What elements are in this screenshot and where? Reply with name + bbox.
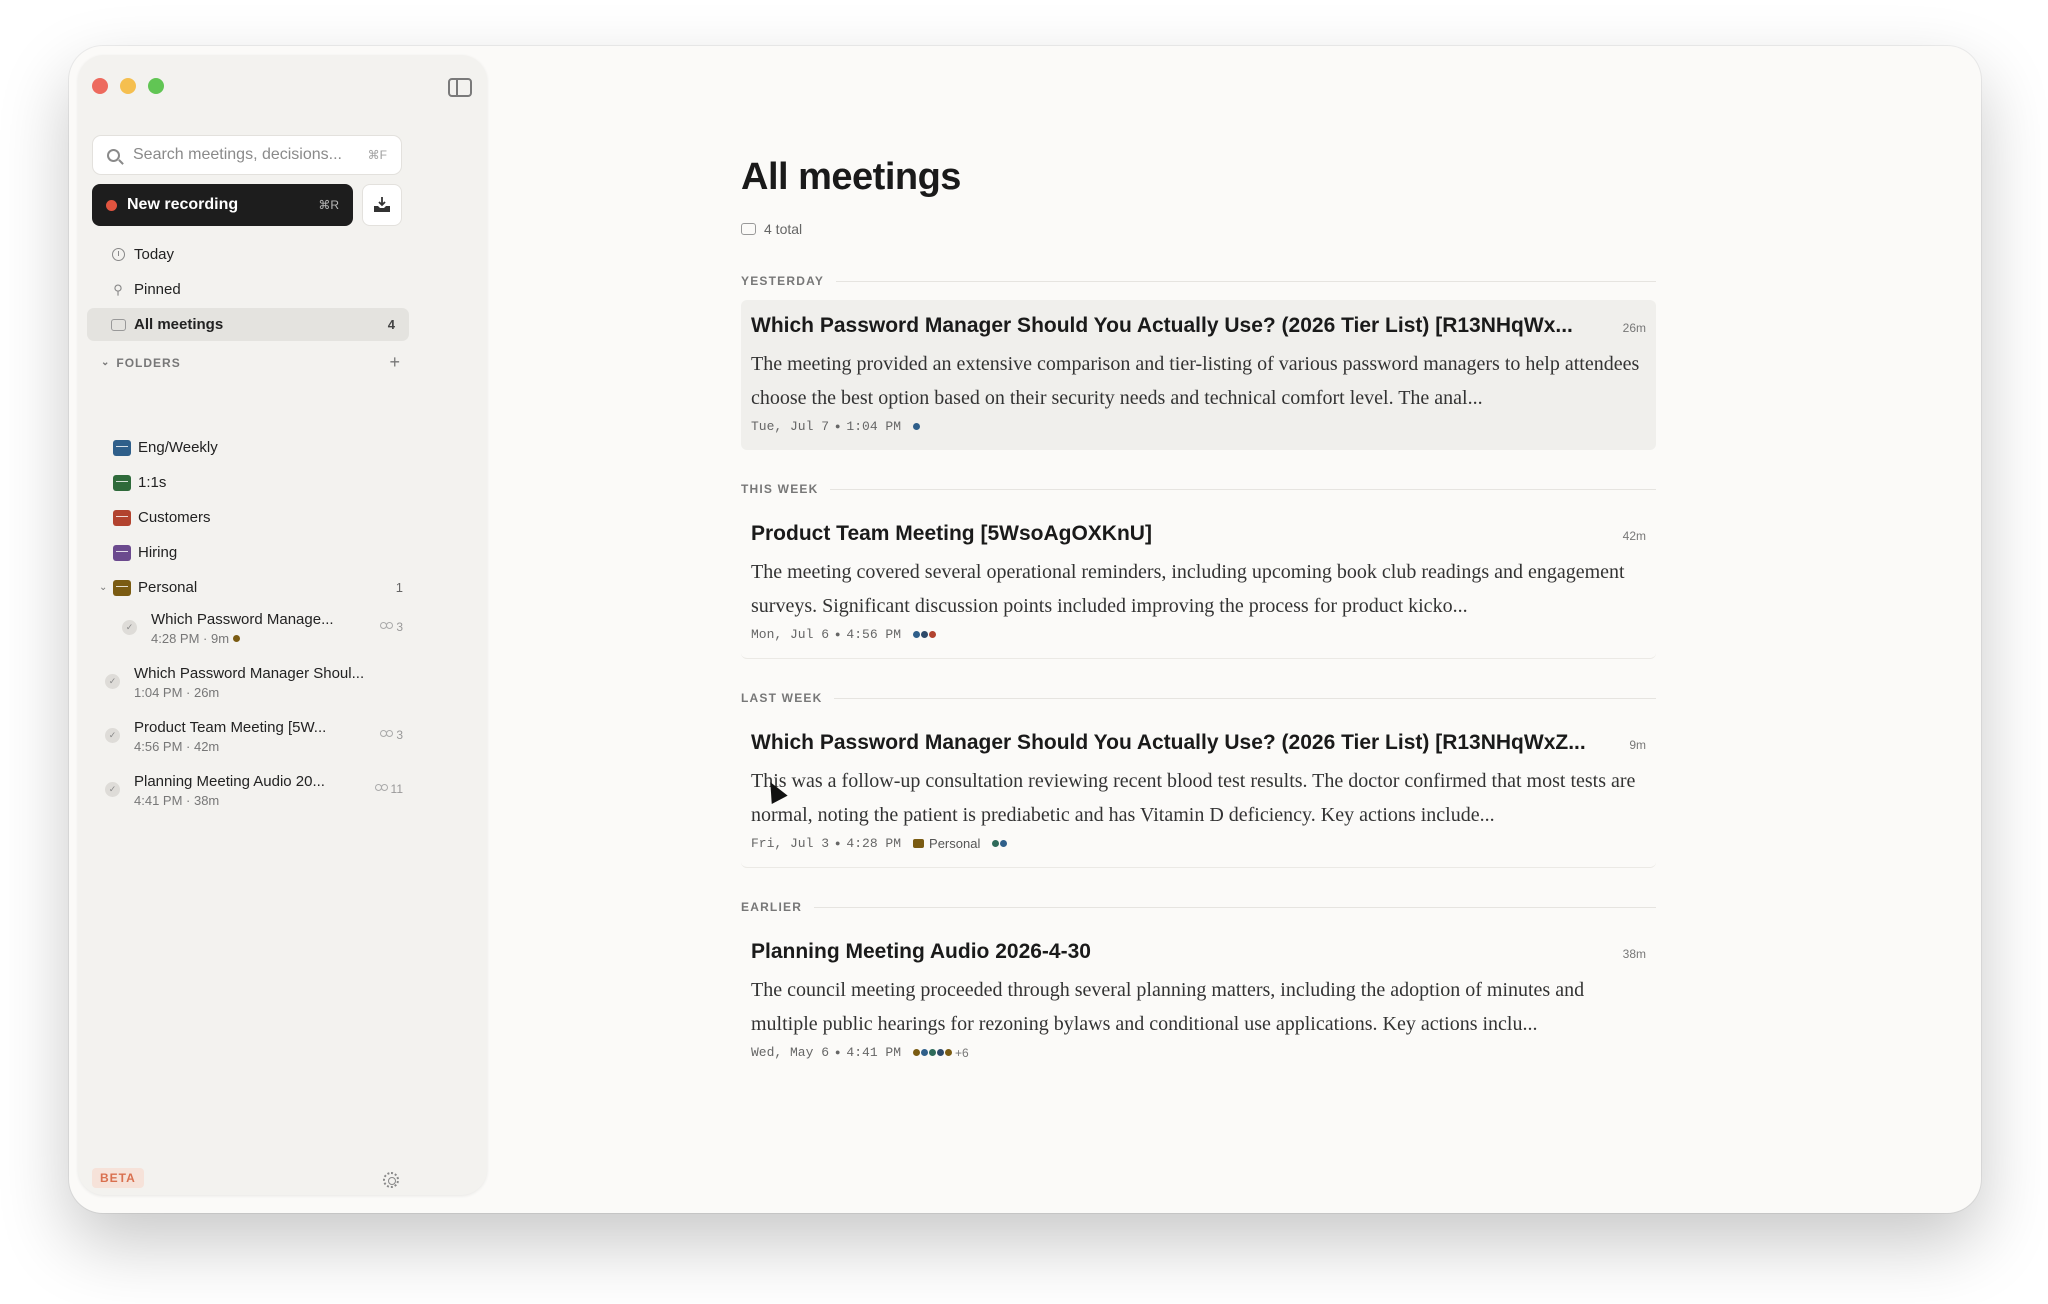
meeting-duration: 26m xyxy=(1622,321,1646,335)
meeting-title: Product Team Meeting [5WsoAgOXKnU] xyxy=(751,522,1152,545)
section-this-week xyxy=(741,482,1656,659)
people-icon xyxy=(379,730,393,740)
app-window xyxy=(69,46,1981,1213)
folder-chip-label: Personal xyxy=(929,836,981,851)
attendee-count: 11 xyxy=(374,782,403,796)
attendee-dots xyxy=(913,423,920,430)
meeting-meta: Mon, Jul 6 ● 4:56 PM xyxy=(751,627,1646,642)
inbox-icon xyxy=(741,223,756,235)
window-controls xyxy=(92,78,164,94)
attendee-dot xyxy=(945,1049,952,1056)
attendee-dot xyxy=(937,1049,944,1056)
folder-icon xyxy=(113,440,131,456)
sidebar-item-pinned[interactable] xyxy=(87,273,409,306)
new-recording-shortcut: ⌘R xyxy=(318,198,339,212)
sidebar-meeting-item[interactable] xyxy=(105,659,403,713)
meeting-item-title: Planning Meeting Audio 20... xyxy=(134,773,325,790)
meeting-description: The meeting covered several operational reminders, including upcoming book club readings and engagement surveys. Significant discussion points included improving the process for product kicko... xyxy=(751,561,1625,617)
folder-icon xyxy=(113,475,131,491)
meeting-item-title: Which Password Manage... xyxy=(151,611,334,628)
check-icon: ✓ xyxy=(105,728,120,743)
folder-customers[interactable] xyxy=(113,500,403,535)
pin-icon: ⚲ xyxy=(113,281,123,297)
folder-chip[interactable] xyxy=(913,836,980,851)
section-earlier xyxy=(741,900,1656,1076)
folder-icon xyxy=(113,580,131,596)
search-input[interactable] xyxy=(92,135,402,175)
section-yesterday xyxy=(741,274,1656,450)
attendee-dot xyxy=(992,840,999,847)
sidebar-item-label: Today xyxy=(134,246,175,263)
meeting-meta: Wed, May 6 ● 4:41 PM +6 xyxy=(751,1045,969,1060)
meeting-item-sub: 4:41 PM · 38m xyxy=(134,793,220,808)
folder-personal[interactable] xyxy=(99,570,403,605)
attendee-dot xyxy=(913,1049,920,1056)
record-dot-icon xyxy=(106,200,117,211)
more-attendees: +6 xyxy=(955,1045,969,1060)
folder-hiring[interactable] xyxy=(113,535,403,570)
check-icon: ✓ xyxy=(105,674,120,689)
meeting-card[interactable] xyxy=(741,926,1656,1076)
clock-icon xyxy=(112,248,125,261)
meeting-card[interactable] xyxy=(741,300,1656,450)
sidebar-meeting-item[interactable] xyxy=(122,605,403,659)
attendee-count: 3 xyxy=(379,728,403,742)
page-title: All meetings xyxy=(741,156,961,198)
folder-label: Customers xyxy=(138,509,211,526)
sidebar-nav xyxy=(87,238,409,343)
close-window-button[interactable] xyxy=(92,78,108,94)
divider xyxy=(834,698,1656,699)
add-folder-button[interactable]: + xyxy=(389,352,401,372)
zoom-window-button[interactable] xyxy=(148,78,164,94)
check-icon: ✓ xyxy=(122,620,137,635)
folders-heading[interactable] xyxy=(101,352,401,373)
meeting-title: Which Password Manager Should You Actually Use? (2026 Tier List) [R13NHqWxZ... xyxy=(751,731,1586,754)
section-heading: LAST WEEK xyxy=(741,691,823,705)
meeting-time: 1:04 PM xyxy=(846,419,902,434)
meeting-description: The meeting provided an extensive comparison and tier-listing of various password managers to help attendees choose the best option based on their security needs and technical comfort level. The anal... xyxy=(751,353,1640,409)
folder-label: Personal xyxy=(138,579,198,596)
inbox-icon xyxy=(111,319,126,331)
meeting-date: Wed, May 6 xyxy=(751,1045,830,1060)
attendee-dot xyxy=(929,631,936,638)
meeting-duration: 42m xyxy=(1622,529,1646,543)
beta-badge: BETA xyxy=(92,1168,144,1188)
section-heading: EARLIER xyxy=(741,900,803,914)
attendee-dots xyxy=(992,840,1007,847)
folder-label: Eng/Weekly xyxy=(138,439,218,456)
meeting-time: 4:28 PM xyxy=(846,836,902,851)
meeting-card[interactable] xyxy=(741,717,1656,868)
attendee-dot xyxy=(913,423,920,430)
meeting-card[interactable] xyxy=(741,508,1656,659)
meeting-description: This was a follow-up consultation reviewing recent blood test results. The doctor confirmed that most tests are normal, noting the patient is prediabetic and has Vitamin D deficiency. Key actions include... xyxy=(751,770,1636,826)
meeting-duration: 38m xyxy=(1622,947,1646,961)
section-last-week xyxy=(741,691,1656,868)
meeting-title: Which Password Manager Should You Actually Use? (2026 Tier List) [R13NHqWx... xyxy=(751,314,1573,337)
section-heading: YESTERDAY xyxy=(741,274,825,288)
total-count xyxy=(741,221,1656,237)
meeting-date: Fri, Jul 3 xyxy=(751,836,830,851)
folder-icon xyxy=(113,545,131,561)
people-icon xyxy=(379,622,393,632)
chevron-down-icon: ⌄ xyxy=(99,582,108,593)
attendee-dot xyxy=(1000,840,1007,847)
meeting-time: 4:56 PM xyxy=(846,627,902,642)
people-icon xyxy=(374,784,388,794)
meeting-date: Mon, Jul 6 xyxy=(751,627,830,642)
sidebar-item-label: All meetings xyxy=(134,316,224,333)
attendee-dots xyxy=(913,1046,969,1060)
search-icon xyxy=(107,149,120,162)
main-content xyxy=(741,156,1656,1076)
chevron-down-icon: ⌄ xyxy=(101,357,111,368)
search-shortcut: ⌘F xyxy=(367,148,387,162)
folder-dot-icon xyxy=(233,635,240,642)
meeting-description: The council meeting proceeded through several planning matters, including the adoption of minutes and multiple public hearings for rezoning bylaws and conditional use applications. Key actions inclu... xyxy=(751,979,1585,1035)
divider xyxy=(830,489,1656,490)
attendee-dot xyxy=(921,1049,928,1056)
sidebar-item-today[interactable] xyxy=(87,238,409,271)
meeting-meta: Fri, Jul 3 ● 4:28 PM Personal xyxy=(751,836,1646,851)
folder-count: 1 xyxy=(395,580,403,595)
folder-label: Hiring xyxy=(138,544,178,561)
count-badge: 4 xyxy=(387,317,395,332)
divider xyxy=(836,281,1656,282)
total-count-label: 4 total xyxy=(764,221,803,237)
attendee-dots xyxy=(913,631,936,638)
minimize-window-button[interactable] xyxy=(120,78,136,94)
divider xyxy=(814,907,1656,908)
meeting-meta: Tue, Jul 7 ● 1:04 PM xyxy=(751,419,1646,434)
new-recording-button[interactable] xyxy=(92,184,353,226)
section-heading: THIS WEEK xyxy=(741,482,819,496)
sidebar-meeting-item[interactable] xyxy=(105,767,403,821)
meeting-item-sub: 1:04 PM · 26m xyxy=(134,685,220,700)
folder-list xyxy=(99,430,403,821)
meeting-duration: 9m xyxy=(1629,738,1646,752)
sidebar xyxy=(78,55,487,1195)
attendee-dot xyxy=(921,631,928,638)
meeting-time: 4:41 PM xyxy=(846,1045,902,1060)
meeting-item-sub: 4:56 PM · 42m xyxy=(134,739,220,754)
folder-label: 1:1s xyxy=(138,474,167,491)
new-recording-label: New recording xyxy=(127,196,239,213)
attendee-dot xyxy=(913,631,920,638)
folder-icon xyxy=(913,839,924,848)
meeting-item-title: Which Password Manager Shoul... xyxy=(134,665,365,682)
attendee-count: 3 xyxy=(379,620,403,634)
check-icon: ✓ xyxy=(105,782,120,797)
search-placeholder: Search meetings, decisions... xyxy=(133,146,342,163)
sidebar-item-label: Pinned xyxy=(134,281,181,298)
folder-icon xyxy=(113,510,131,526)
folder-eng-weekly[interactable] xyxy=(113,430,403,465)
sidebar-meeting-item[interactable] xyxy=(105,713,403,767)
folder-1-1s[interactable] xyxy=(113,465,403,500)
meeting-item-title: Product Team Meeting [5W... xyxy=(134,719,327,736)
gear-icon[interactable] xyxy=(383,1172,399,1188)
import-button[interactable] xyxy=(362,184,402,226)
meeting-title: Planning Meeting Audio 2026-4-30 xyxy=(751,940,1091,963)
sidebar-item-all-meetings[interactable] xyxy=(87,308,409,341)
sidebar-toggle-icon[interactable] xyxy=(448,78,472,97)
attendee-dot xyxy=(929,1049,936,1056)
folders-heading-label: FOLDERS xyxy=(116,355,181,370)
import-icon xyxy=(372,196,392,214)
meeting-date: Tue, Jul 7 xyxy=(751,419,830,434)
meeting-item-sub: 4:28 PM · 9m xyxy=(151,631,230,646)
